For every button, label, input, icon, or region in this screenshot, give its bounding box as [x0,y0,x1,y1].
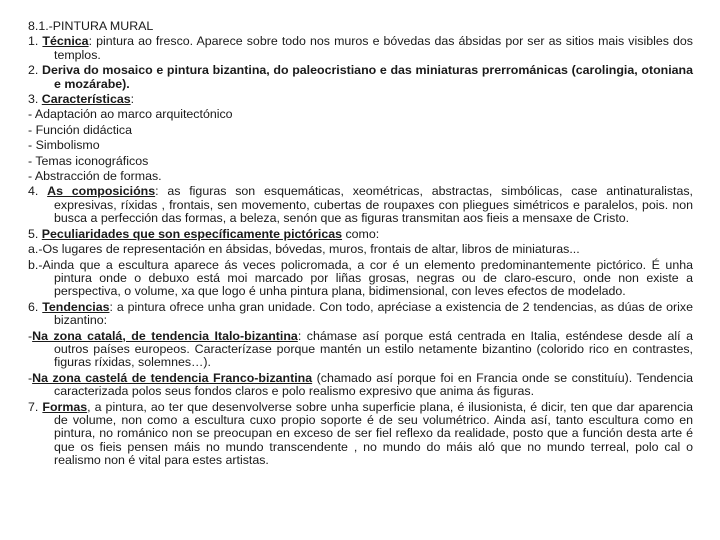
tecnica-text: : pintura ao fresco. Aparece sobre todo nos muros e bóvedas das ábsidas por ser as sitios mais visibles dos templos. [54,34,693,62]
item-number: 5. [28,226,42,241]
list-item: - Abstracción de formas. [28,169,162,184]
subitem-a: a.-Os lugares de representación en ábsidas, bóvedas, muros, frontais de altar, libros de miniaturas... [28,242,580,257]
item-number: 2. [28,63,43,78]
item-tecnica [28,35,693,62]
caracteristicas-colon: : [130,92,135,107]
item-number: 6. [28,299,43,314]
item-tendencias [28,301,693,328]
castela-text: (chamado así porque foi en Francia onde se constituíu). Tendencia caracterizada polos seus fondos claros e polo realismo expresivo que anima ás figuras. [54,370,693,399]
dash: - [28,370,33,385]
term-composicions: As composicións [47,184,156,199]
term-catala: Na zona catalá, de tendencia Italo-bizantina [32,328,298,343]
item-caracteristicas [28,93,693,106]
term-tendencias: Tendencias [42,299,110,314]
tendencia-castela [28,372,693,399]
section-heading: 8.1.-PINTURA MURAL [28,19,154,33]
catala-text: : chámase así porque está centrada en Italia, esténdese desde alí a outros países europeos. Caracterízase porque mantén un estilo netamente bizantino (colorido rico en contrastes, figuras ríxidas, solemnes…). [54,328,693,370]
dash: - [28,328,33,343]
document-body [28,20,693,468]
item-number: 7. [28,399,43,414]
tendencia-catala [28,330,693,370]
term-formas: Formas [42,399,88,414]
term-peculiaridades: Peculiaridades que son específicamente pictóricas [41,226,343,241]
term-caracteristicas: Características [41,92,131,107]
peculiaridades-text: como: [342,226,380,241]
item-number: 4. [28,184,48,199]
deriva-text: Deriva do mosaico e pintura bizantina, do paleocristiano e das miniaturas prerrománicas (carolingia, otoniana e mozárabe). [42,63,693,91]
item-composicions [28,185,693,225]
item-number: 1. [28,34,43,49]
item-deriva [28,64,693,91]
term-castela: Na zona castelá de tendencia Franco-bizantina [32,370,313,385]
subitem-b: b.-Ainda que a escultura aparece ás veces policromada, a cor é un elemento predominantemente pictórico. É unha pintura onde o debuxo está moi marcado por liñas grosas, negras ou de claro-escuro, onde non existe a perspectiva, o volume, xa que logo é unha pintura plana, bidimensional, con leves efectos de modelado. [28,257,693,299]
list-item: - Temas iconográficos [28,153,149,168]
list-item: - Función didáctica [28,122,132,137]
list-item: - Simbolismo [28,138,100,153]
formas-text: , a pintura, ao ter que desenvolverse sobre unha superficie plana, é ilusionista, é dicir, ten que dar aparencia de volume, non como a escultura cuxo propio soporte é de seu volumétrico. Ainda así, tanto escultura como en pintura, no románico non se preocupan en exceso de ser fiel reflexo da realidade, posto que a función desta arte é que os fieis pensen máis no mundo transcendente , no mundo do máis aló que no mundo terreal, polo cal o realismo non é vital para estes artistas. [54,399,693,468]
term-tecnica: Técnica [42,34,89,49]
item-formas [28,401,693,468]
composicions-text: : as figuras son esquemáticas, xeométricas, abstractas, simbólicas, case antinaturalistas, expresivas, ríxidas , frontais, sen movemento, cubertas de roupaxes con pliegues simétricos e paralelos, pois. non busca a perfección das formas, a beleza, senón que as figuras transmitan aos fieis a mensaxe de Cristo. [54,184,693,226]
tendencias-text: : a pintura ofrece unha gran unidade. Con todo, apréciase a existencia de 2 tendencias, as dúas de orixe bizantino: [54,299,693,328]
item-number: 3. [28,92,42,107]
item-peculiaridades [28,228,693,241]
list-item: - Adaptación ao marco arquitectónico [28,107,233,122]
